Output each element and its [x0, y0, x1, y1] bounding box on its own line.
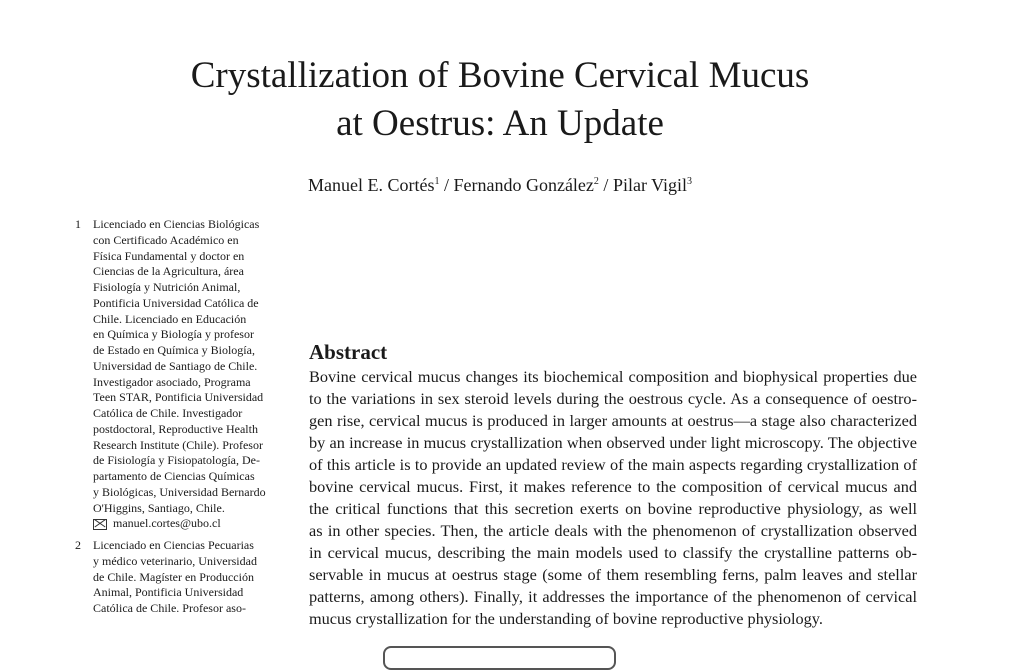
abstract-line: as in other species. Then, the article deals with the phenomenon of crystallization observed — [309, 521, 917, 540]
author-affiliation-mark: 2 — [593, 176, 599, 187]
note-line: Animal, Pontificia Universidad — [93, 585, 244, 600]
note-line: y médico veterinario, Universidad — [93, 553, 257, 568]
affiliation-note — [75, 538, 285, 617]
note-line: Pontificia Universidad Católica de — [93, 295, 259, 310]
note-line: Ciencias de la Agricultura, área — [93, 264, 244, 279]
abstract-line: mucus crystallization for the understanding of bovine reproductive physiology. — [309, 609, 823, 628]
affiliation-notes — [75, 217, 285, 623]
abstract-line: in cervical mucus, describing the main models used to classify the crystalline patterns ob- — [309, 543, 917, 562]
note-line: Teen STAR, Pontificia Universidad — [93, 390, 264, 405]
note-line: de Estado en Química y Biología, — [93, 343, 255, 357]
author-name: Pilar Vigil — [612, 175, 688, 195]
abstract-heading: Abstract — [309, 340, 388, 364]
author-affiliation-mark: 3 — [687, 176, 693, 187]
note-line: Licenciado en Ciencias Pecuarias — [93, 538, 254, 552]
author-list — [0, 175, 1000, 196]
note-line: Católica de Chile. Investigador — [93, 406, 243, 420]
note-line: en Química y Biología y profesor — [93, 327, 254, 342]
abstract-line: bovine cervical mucus. First, it makes reference to the composition of cervical mucus and — [309, 477, 917, 496]
abstract-line: the critical functions that this secretion exerts on bovine reproductive physiology, as well — [309, 499, 917, 518]
note-line: O'Higgins, Santiago, Chile. — [93, 500, 225, 515]
note-line: postdoctoral, Reproductive Health — [93, 421, 258, 436]
author-name: Fernando González — [453, 175, 594, 195]
abstract-line: servable in mucus at oestrus stage (some of them resembling ferns, palm leaves and stellar — [309, 565, 917, 584]
note-line: partamento de Ciencias Químicas — [93, 469, 255, 483]
note-line: Chile. Licenciado en Educación — [93, 311, 247, 326]
title-line: Crystallization of Bovine Cervical Mucus — [190, 55, 810, 96]
affiliation-note — [75, 217, 285, 532]
paper-title — [0, 52, 1000, 148]
title-line: at Oestrus: An Update — [336, 103, 664, 144]
note-number: 1 — [75, 217, 81, 231]
note-line: de Chile. Magíster en Producción — [93, 569, 254, 584]
note-line: Research Institute (Chile). Profesor — [93, 437, 263, 452]
note-number: 2 — [75, 538, 81, 552]
note-line: con Certificado Académico en — [93, 232, 239, 247]
email-link[interactable]: manuel.cortes@ubo.cl — [113, 516, 221, 531]
note-line: de Fisiología y Fisiopatología, De- — [93, 453, 260, 468]
author-separator: / — [439, 175, 454, 195]
note-line: Católica de Chile. Profesor aso- — [93, 601, 246, 615]
author-name: Manuel E. Cortés — [307, 175, 435, 195]
abstract-line: of this article is to provide an updated review of the main aspects regarding crystallization of — [309, 455, 917, 474]
envelope-icon — [93, 519, 107, 530]
abstract-line: Bovine cervical mucus changes its biochemical composition and biophysical properties due — [309, 367, 917, 386]
author-separator: / — [598, 175, 613, 195]
note-line: Investigador asociado, Programa — [93, 374, 251, 389]
note-line: Fisiología y Nutrición Animal, — [93, 280, 241, 294]
note-line: y Biológicas, Universidad Bernardo — [93, 484, 266, 499]
abstract-line: gen rise, cervical mucus is produced in larger amounts at oestrus—a stage also characterized — [309, 411, 917, 430]
abstract-line: to the variations in sex steroid levels during the oestrous cycle. As a consequence of oestro- — [309, 389, 917, 408]
abstract-line: patterns, among others). Finally, it addresses the importance of the phenomenon of cervical — [309, 587, 917, 606]
author-affiliation-mark: 1 — [434, 176, 440, 187]
keywords-box — [383, 646, 616, 670]
note-line: Licenciado en Ciencias Biológicas — [93, 217, 260, 231]
abstract-body — [309, 366, 917, 630]
abstract-line: by an increase in mucus crystallization when observed under light microscopy. The objective — [309, 433, 917, 452]
note-line: Física Fundamental y doctor en — [93, 248, 245, 263]
author-email[interactable] — [93, 516, 285, 532]
note-line: Universidad de Santiago de Chile. — [93, 358, 258, 373]
